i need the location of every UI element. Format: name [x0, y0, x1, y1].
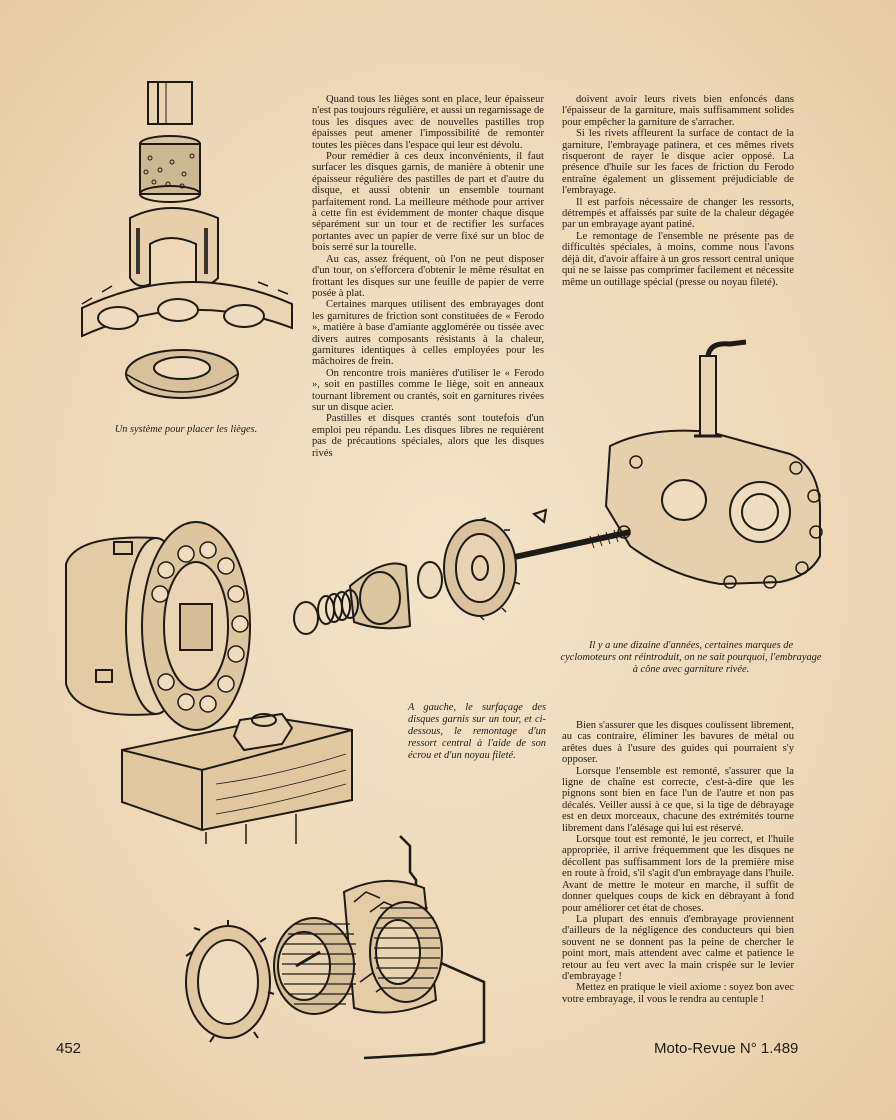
paragraph: Lorsque tout est remonté, le jeu correct, et l'huile appropriée, il arrive fréquemment que les disques ne décollent pas suffisamment lors de la première mise en route à froid, s'il s'agit d'un embrayage dans l'huile. Avant de mettre le moteur en marche, il suffit de donner quelques coups de kick en débrayant à fond pour améliorer cet état de choses. [562, 834, 794, 914]
paragraph: Pastilles et disques crantés sont toutefois d'un emploi peu répandu. Les disques libres ne requièrent pas de précautions spéciales, alors que les disques rivés [312, 413, 544, 459]
paragraph: Il est parfois nécessaire de changer les ressorts, détrempés et affaissés par suite de la chaleur dégagée par un embrayage ayant patiné. [562, 196, 794, 231]
paragraph: Au cas, assez fréquent, où l'on ne peut disposer d'un tour, on s'efforcera d'obtenir le même résultat en frottant les disques sur une feuille de papier de verre posée à plat. [312, 253, 544, 299]
cork-tool-illustration [78, 78, 298, 418]
magazine-issue: Moto-Revue N° 1.489 [654, 1040, 799, 1057]
paragraph: Lorsque l'ensemble est remonté, s'assurer que la ligne de chaîne est correcte, c'est-à-dire que les pignons sont bien en face l'un de l'autre et non pas décalés. Veiller aussi à ce que, si la tige de débrayage est en deux morceaux, chacune des extrémités tourne librement dans l'alésage qui lui est réservé. [562, 765, 794, 834]
paragraph: Pour remédier à ces deux inconvénients, il faut surfacer les disques garnis, de manière à obtenir une épaisseur régulière des pastilles de part et d'autre du disque, et aussi obtenir un ensemble tournant parfaitement rond. La meilleure méthode pour arriver à cette fin est évidemment de monter chaque disque séparément sur un tour et de rectifier les surfaces portantes avec un papier de verre fixé sur un bloc de bois serré sur la tourelle. [312, 151, 544, 254]
text-column-2 [562, 94, 794, 288]
caption-corks: Un système pour placer les lièges. [114, 424, 258, 435]
paragraph: La plupart des ennuis d'embrayage proviennent d'ailleurs de la négligence des conducteurs qui bien souvent ne se donnent pas la peine de chercher le point mort, mais attendent avec calme et patience le retour au feu vert avec la main crispée sur le levier d'embrayage ! [562, 913, 794, 982]
lathe-illustration [56, 514, 356, 844]
caption-cone-clutch: Il y a une dizaine d'années, certaines marques de cyclomoteurs ont réintroduit, on ne sait pourquoi, l'embrayage à cône avec garniture rivée. [560, 640, 822, 675]
paragraph: Certaines marques utilisent des embrayages dont les garnitures de friction sont constituées de « Ferodo », matière à base d'amiante agglomérée ou tissée avec divers autres composants résistants à la chaleur, garnitures identiques à celles employées pour les mâchoires de frein. [312, 299, 544, 368]
cone-clutch-illustration [290, 336, 830, 636]
paragraph: doivent avoir leurs rivets bien enfoncés dans l'épaisseur de la garniture, mais suffisamment solides pour empêcher la garniture de s'arracher. [562, 94, 794, 128]
paragraph: Le remontage de l'ensemble ne présente pas de difficultés spéciales, à moins, comme nous l'avons déjà dit, d'avoir affaire à un gros ressort central unique qui ne se laisse pas comprimer facilement et nécessite même un outillage spécial (presse ou noyau fileté). [562, 230, 794, 288]
text-column-3 [562, 720, 794, 1005]
paragraph: Si les rivets affleurent la surface de contact de la garniture, l'embrayage patinera, et ces mêmes rivets risqueront de rayer le disque acier opposé. La présence d'huile sur les faces de friction du Ferodo entraîne également un glissement préjudiciable de l'embrayage. [562, 128, 794, 197]
paragraph: Bien s'assurer que les disques coulissent librement, au cas contraire, éliminer les bavures de métal ou arêtes dues à l'usure des guides qui pourraient s'y opposer. [562, 720, 794, 766]
paragraph: On rencontre trois manières d'utiliser le « Ferodo », soit en pastilles comme le liège, soit en anneaux tournant librement ou crantés, soit en garnitures rivées sur un disque acier. [312, 367, 544, 413]
page-number: 452 [56, 1040, 82, 1057]
paragraph: Mettez en pratique le vieil axiome : soyez bon avec votre embrayage, il vous le rendra au centuple ! [562, 982, 794, 1005]
caption-lathe: A gauche, le surfaçage des disques garnis sur un tour, et ci-dessous, le remontage d'un ressort central à l'aide de son écrou et d'un noyau fileté. [408, 702, 546, 761]
central-spring-illustration [184, 832, 504, 1062]
paragraph: Quand tous les lièges sont en place, leur épaisseur n'est pas toujours régulière, et aussi un regarnissage de tous les disques avec de nouvelles pastilles trop épaisses peut amener l'impossibilité de remonter toutes les pièces dans l'espace qui leur est dévolu. [312, 94, 544, 151]
